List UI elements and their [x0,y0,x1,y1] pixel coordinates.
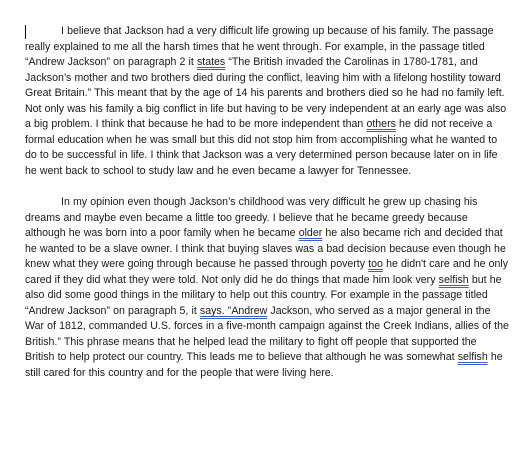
text-run: he did not receive a formal education when he was small but this did not stop him from accomplishing what he wanted to do to be successful in life. I think that Jackson was a very determined person because later on in life he went back to school to study law and he even became a lawyer for Tennessee. [25,118,498,177]
text-run: he still cared for this country and for the people that were living here. [25,351,503,379]
paragraph-1 [25,24,509,179]
flagged-word[interactable]: selfish [457,351,488,364]
text-run: I believe that Jackson had a very difficult life growing up because of his family. The passage really explained to me all the harsh times that he went through. For example, in the passage titled “Andrew Jackson” on paragraph 2 it [25,25,494,69]
text-run: he also became rich and decided that he wanted to be a slave owner. I think that buying slaves was a bad decision because even though he knew what they were going through because he passed through poverty [25,227,506,271]
document-body[interactable] [25,24,509,382]
flagged-word[interactable]: older [298,227,323,240]
text-run: In my opinion even though Jackson’s childhood was very difficult he grew up chasing his dreams and maybe even became a little too greedy. I believe that he became greedy because although he was born into a poor family when he became [25,195,478,240]
flagged-word[interactable]: selfish [438,273,469,286]
flagged-word[interactable]: too [368,258,383,271]
text-run: but he also did some good things in the military to help out this country. For example in the passage titled “Andrew Jackson” on paragraph 5, it [25,273,502,317]
paragraph-2 [25,195,509,382]
flagged-word[interactable]: says. ”Andrew [199,304,268,317]
text-run: Jackson, who served as a major general in the War of 1812, commanded U.S. forces in a five-month campaign against the Creek Indians, allies of the British.” This phrase means that he helped lead the military to fight off people that supported the British to help protect our country. This leads me to believe that although he was somewhat [25,304,509,364]
text-run: he didn't care and he only cared if they did what they were told. Not only did he do things that made him look very [25,258,509,286]
flagged-word[interactable]: states [196,56,226,69]
text-run: “The British invaded the Carolinas in 1780-1781, and Jackson’s mother and two brothers died during the conflict, leaving him with a lifelong hostility toward Great Britain.” This meant that by the age of 14 his parents and brothers died so he had no family left. Not only was his family a big conflict in life but having to be very independent at an early age was also a big problem. I think that because he had to be more independent than [25,56,507,131]
flagged-word[interactable]: others [366,118,396,131]
